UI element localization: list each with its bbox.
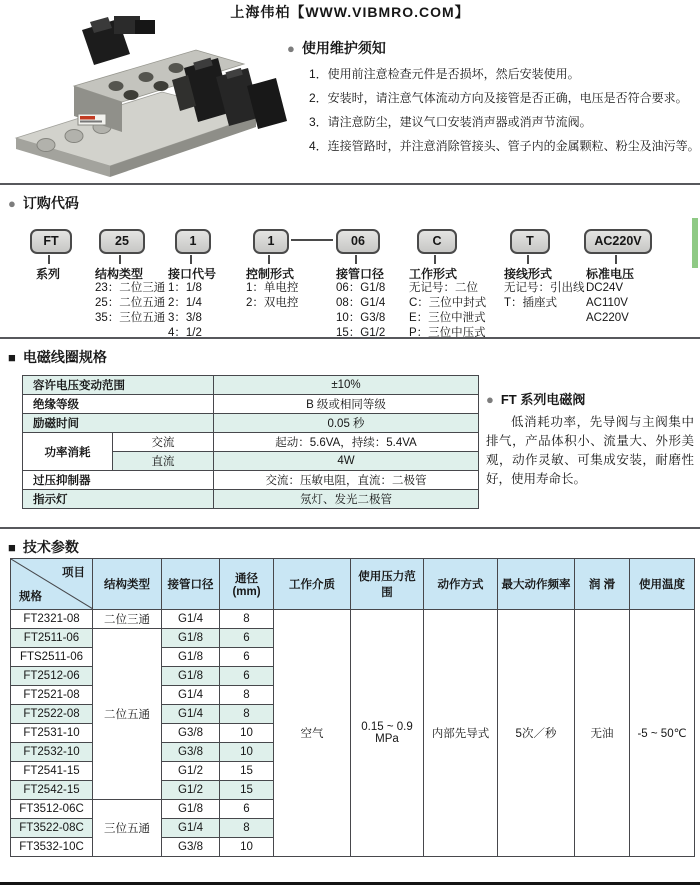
maintenance-note-item: 4．连接管路时，并注意消除管接头、管子内的金属颗粒、粉尘及油污等。: [309, 139, 700, 153]
valve-manifold-illustration: [4, 16, 289, 180]
ordering-code-voltage: AC220V: [584, 229, 652, 254]
port-cell: G1/8: [162, 629, 220, 648]
spec-value: 交流：压敏电阻，直流：二极管: [214, 471, 479, 490]
spec-label: 指示灯: [23, 490, 214, 509]
code-tick: [355, 255, 357, 264]
bore-cell: 6: [220, 629, 274, 648]
column-header: 通径 (mm): [220, 559, 274, 610]
model-cell: FT2542-15: [11, 781, 93, 800]
table-row: [23, 395, 479, 414]
ordering-options: 无记号：引出线 T：插座式: [504, 282, 585, 309]
code-tick: [527, 255, 529, 264]
type-cell: 三位五通: [93, 800, 162, 857]
circle-bullet-icon: ●: [486, 392, 494, 407]
table-row: [23, 414, 479, 433]
bore-cell: 10: [220, 743, 274, 762]
model-cell: FT2521-08: [11, 686, 93, 705]
code-tick: [190, 255, 192, 264]
ordering-code-wiring: T: [510, 229, 550, 254]
model-cell: FT2541-15: [11, 762, 93, 781]
coil-title-row: [8, 347, 107, 367]
port-cell: G1/4: [162, 819, 220, 838]
ordering-label: 接管口径: [336, 267, 385, 281]
bore-cell: 10: [220, 724, 274, 743]
table-row: [23, 376, 479, 395]
spec-sublabel: 直流: [113, 452, 214, 471]
column-header: 润 滑: [575, 559, 630, 610]
table-row: [23, 490, 479, 509]
port-cell: G1/2: [162, 762, 220, 781]
port-cell: G1/8: [162, 800, 220, 819]
model-cell: FT2522-08: [11, 705, 93, 724]
column-header: 动作方式: [424, 559, 498, 610]
model-cell: FTS2511-06: [11, 648, 93, 667]
port-cell: G1/4: [162, 705, 220, 724]
product-photo: [4, 16, 289, 185]
code-tick: [48, 255, 50, 264]
circle-bullet-icon: ●: [8, 196, 16, 211]
port-cell: G3/8: [162, 724, 220, 743]
lubrication-cell: 无油: [575, 610, 630, 857]
tech-params-table: [10, 558, 695, 857]
maintenance-title-row: [287, 38, 697, 58]
ordering-label: 结构类型: [95, 267, 144, 281]
ft-series-blurb: [486, 389, 694, 489]
frequency-cell: 5次／秒: [498, 610, 575, 857]
maintenance-title: 使用维护须知: [301, 40, 386, 56]
spec-sublabel: 交流: [113, 433, 214, 452]
spec-label: 容许电压变动范围: [23, 376, 214, 395]
port-cell: G1/4: [162, 686, 220, 705]
model-cell: FT2512-06: [11, 667, 93, 686]
coil-spec-table: [22, 375, 479, 509]
tech-title: 技术参数: [22, 539, 79, 555]
port-cell: G1/4: [162, 610, 220, 629]
ordering-label: 控制形式: [246, 267, 295, 281]
section-divider: [0, 527, 700, 529]
code-tick: [434, 255, 436, 264]
bore-cell: 6: [220, 667, 274, 686]
ordering-options: 无记号：二位 C：三位中封式 E：三位中泄式 P：三位中压式: [409, 282, 487, 339]
diagonal-header-cell: [11, 559, 93, 610]
column-header: 最大动作频率: [498, 559, 575, 610]
column-header: 使用压力范围: [351, 559, 424, 610]
table-row: [23, 433, 479, 452]
port-cell: G3/8: [162, 838, 220, 857]
code-tick: [615, 255, 617, 264]
bore-cell: 15: [220, 762, 274, 781]
column-header: 结构类型: [93, 559, 162, 610]
section-divider: [0, 337, 700, 339]
column-header: 工作介质: [274, 559, 351, 610]
ordering-options: 23：二位三通 25：二位五通 35：三位五通: [95, 282, 166, 324]
ordering-code-control: 1: [253, 229, 289, 254]
code-tick: [119, 255, 121, 264]
spec-label: 励磁时间: [23, 414, 214, 433]
ordering-label: 标准电压: [586, 267, 635, 281]
bore-cell: 10: [220, 838, 274, 857]
model-cell: FT3532-10C: [11, 838, 93, 857]
ordering-code-series: FT: [30, 229, 72, 254]
action-cell: 内部先导式: [424, 610, 498, 857]
table-row: [11, 610, 695, 629]
bore-cell: 8: [220, 686, 274, 705]
ordering-code-pipe: 06: [336, 229, 380, 254]
port-cell: G1/8: [162, 648, 220, 667]
spec-label: 绝缘等级: [23, 395, 214, 414]
bore-cell: 6: [220, 800, 274, 819]
code-dash: [291, 239, 333, 241]
ft-series-title-row: [486, 389, 694, 408]
circle-bullet-icon: ●: [287, 41, 295, 56]
table-header-row: [11, 559, 695, 610]
site-header: 上海伟柏【WWW.VIBMRO.COM】: [230, 4, 470, 20]
bore-cell: 8: [220, 705, 274, 724]
model-cell: FT2532-10: [11, 743, 93, 762]
type-cell: 二位三通: [93, 610, 162, 629]
ordering-code-type: 25: [99, 229, 145, 254]
bore-cell: 8: [220, 819, 274, 838]
model-cell: FT3522-08C: [11, 819, 93, 838]
header-spec: 规格: [19, 591, 42, 603]
spec-value: 氖灯、发光二极管: [214, 490, 479, 509]
section-divider: [0, 183, 700, 185]
pressure-cell: 0.15 ~ 0.9 MPa: [351, 610, 424, 857]
spec-label: 过压抑制器: [23, 471, 214, 490]
ft-series-title: FT 系列电磁阀: [500, 392, 586, 407]
ft-series-description: 低消耗功率，先导阀与主阀集中排气，产品体积小、流量大、外形美观，动作灵敏、可集成安装，耐磨性好，使用寿命长。: [486, 415, 694, 486]
spec-label: 功率消耗: [23, 433, 113, 471]
port-cell: G1/2: [162, 781, 220, 800]
page-footer-bar: [0, 882, 700, 885]
spec-value: B 级或相同等级: [214, 395, 479, 414]
ordering-options: 06：G1/8 08：G1/4 10：G3/8 15：G1/2: [336, 282, 386, 339]
model-cell: FT2321-08: [11, 610, 93, 629]
spec-value: ±10%: [214, 376, 479, 395]
medium-cell: 空气: [274, 610, 351, 857]
column-header: 接管口径: [162, 559, 220, 610]
page-edge-tab: [692, 218, 698, 268]
type-cell: 二位五通: [93, 629, 162, 800]
ordering-options: 1：1/8 2：1/4 3：3/8 4：1/2: [168, 282, 202, 339]
maintenance-note-item: 3．请注意防尘，建议气口安装消声器或消声节流阀。: [309, 115, 592, 129]
spec-value: 0.05 秒: [214, 414, 479, 433]
spec-value: 4W: [214, 452, 479, 471]
ordering-code-work: C: [417, 229, 457, 254]
maintenance-notes: [287, 38, 700, 154]
bore-cell: 6: [220, 648, 274, 667]
square-bullet-icon: ■: [8, 540, 16, 555]
table-row: [23, 471, 479, 490]
coil-title: 电磁线圈规格: [22, 349, 107, 365]
spec-value: 起动：5.6VA，持续：5.4VA: [214, 433, 479, 452]
ordering-options: DC24V AC110V AC220V: [586, 282, 629, 324]
ordering-label: 工作形式: [409, 267, 458, 281]
ordering-title: 订购代码: [22, 195, 79, 211]
model-cell: FT2511-06: [11, 629, 93, 648]
column-header: 使用温度: [630, 559, 695, 610]
ordering-label: 接线形式: [504, 267, 553, 281]
temperature-cell: -5 ~ 50℃: [630, 610, 695, 857]
maintenance-note-item: 1．使用前注意检查元件是否损坏，然后安装使用。: [309, 67, 580, 81]
model-cell: FT2531-10: [11, 724, 93, 743]
port-cell: G1/8: [162, 667, 220, 686]
ordering-options: 1：单电控 2：双电控: [246, 282, 299, 309]
ordering-label: 系列: [36, 267, 61, 281]
port-cell: G3/8: [162, 743, 220, 762]
bore-cell: 15: [220, 781, 274, 800]
model-cell: FT3512-06C: [11, 800, 93, 819]
code-tick: [268, 255, 270, 264]
header-item: 项目: [62, 567, 85, 579]
ordering-title-row: [8, 193, 79, 213]
maintenance-note-item: 2．安装时，请注意气体流动方向及接管是否正确，电压是否符合要求。: [309, 91, 688, 105]
tech-title-row: [8, 537, 79, 557]
ordering-label: 接口代号: [168, 267, 217, 281]
bore-cell: 8: [220, 610, 274, 629]
square-bullet-icon: ■: [8, 350, 16, 365]
ordering-code-port: 1: [175, 229, 211, 254]
